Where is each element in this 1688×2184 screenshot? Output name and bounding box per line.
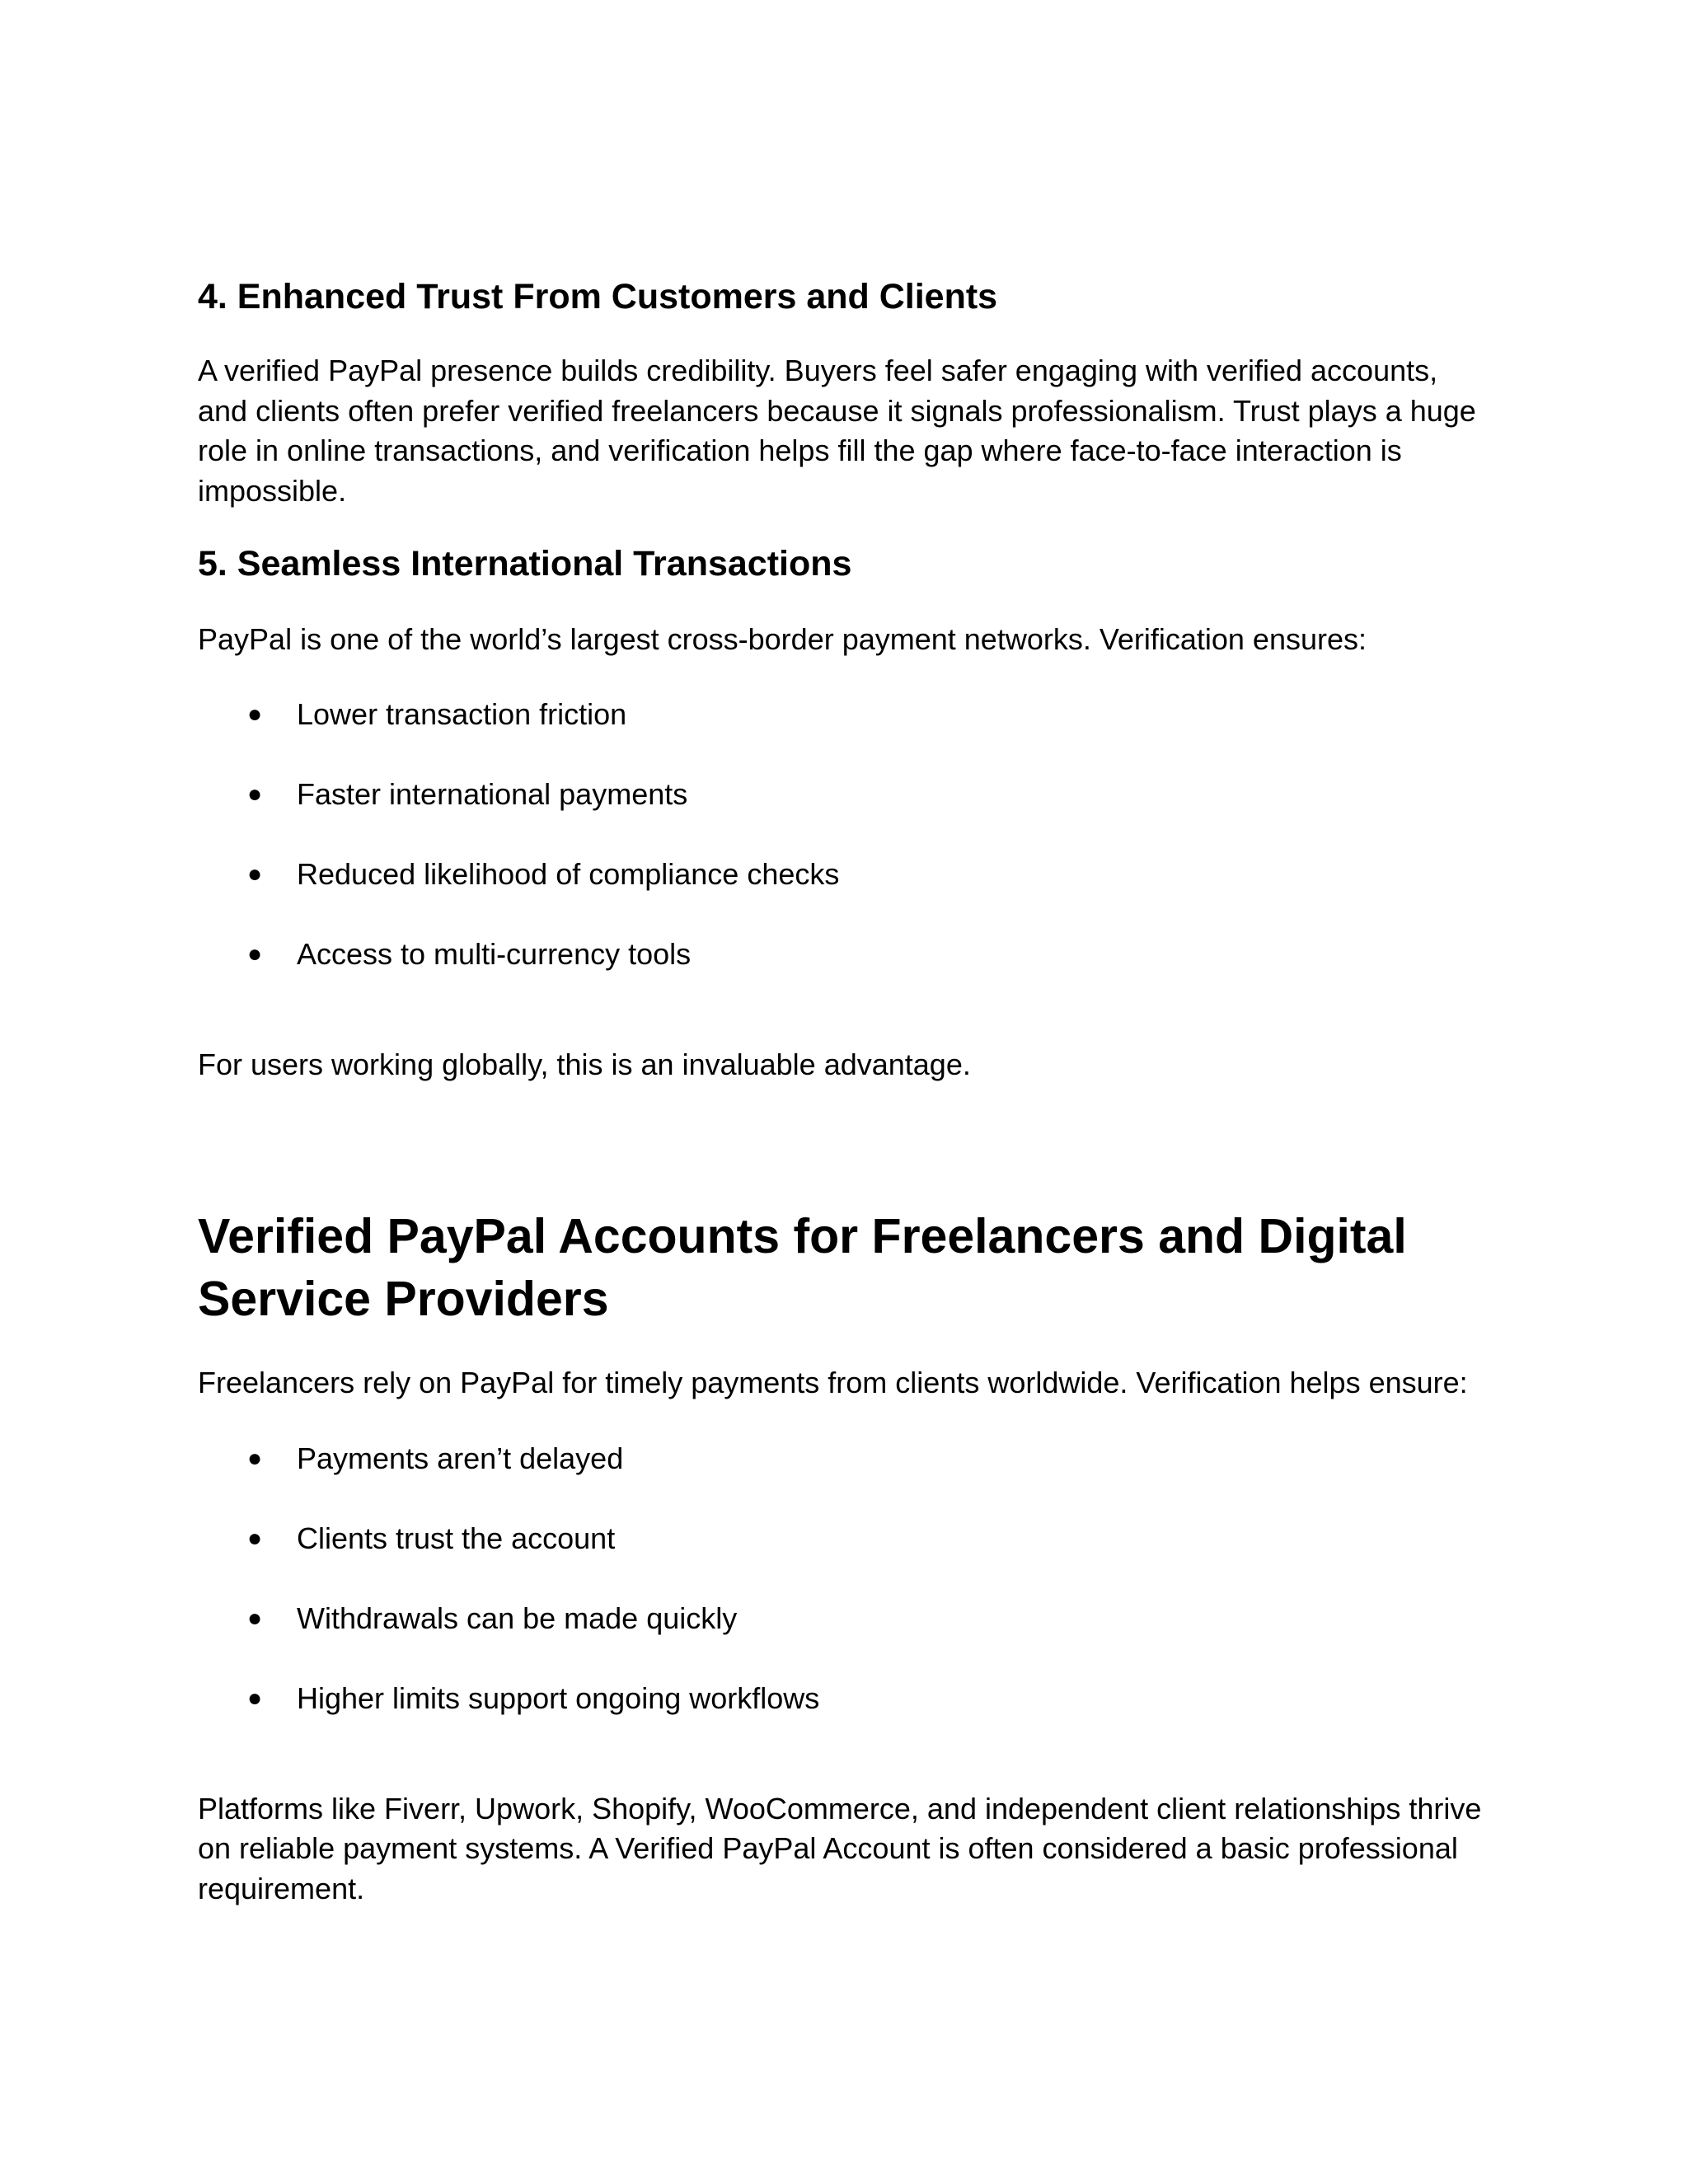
list-item xyxy=(198,855,1484,894)
list-item xyxy=(198,695,1484,734)
list-item xyxy=(198,1519,1484,1558)
bullet-icon: ● xyxy=(247,1524,263,1552)
bullet-icon: ● xyxy=(247,780,263,808)
freelancers-heading: Verified PayPal Accounts for Freelancers and Digital Service Providers xyxy=(198,1209,1407,1326)
list-item-text: Clients trust the account xyxy=(297,1521,616,1555)
freelancers-intro: Freelancers rely on PayPal for timely payments from clients worldwide. Verification helps ensure: xyxy=(198,1366,1468,1399)
international-heading: 5. Seamless International Transactions xyxy=(198,544,852,583)
list-item-text: Withdrawals can be made quickly xyxy=(297,1601,738,1635)
list-item-text: Faster international payments xyxy=(297,776,688,811)
trust-paragraph: A verified PayPal presence builds credibility. Buyers feel safer engaging with verified accounts, and clients often prefer verified freelancers because it signals professionalism. Trust plays a huge role in online transactions, and verification helps fill the gap where face-to-face interaction is impossible. xyxy=(198,354,1476,508)
list-item xyxy=(198,775,1484,814)
bullet-icon: ● xyxy=(247,1604,263,1632)
bullet-icon: ● xyxy=(247,860,263,888)
document-content xyxy=(198,264,1484,1909)
list-item-text: Higher limits support ongoing workflows xyxy=(297,1680,820,1715)
international-intro: PayPal is one of the world’s largest cross-border payment networks. Verification ensures: xyxy=(198,622,1367,656)
bullet-icon: ● xyxy=(247,1684,263,1712)
international-bullet-list xyxy=(198,695,1484,974)
bullet-icon: ● xyxy=(247,700,263,728)
freelancers-closing: Platforms like Fiverr, Upwork, Shopify, WooCommerce, and independent client relationships thrive on reliable payment systems. A Verified PayPal Account is often considered a basic professional requirement. xyxy=(198,1791,1482,1905)
list-item-text: Reduced likelihood of compliance checks xyxy=(297,856,840,891)
list-item xyxy=(198,1599,1484,1638)
list-item-text: Lower transaction friction xyxy=(297,696,627,731)
list-item xyxy=(198,1679,1484,1718)
trust-heading: 4. Enhanced Trust From Customers and Clients xyxy=(198,277,998,316)
list-item-text: Access to multi-currency tools xyxy=(297,936,692,971)
international-closing: For users working globally, this is an invaluable advantage. xyxy=(198,1047,971,1081)
freelancers-bullet-list xyxy=(198,1439,1484,1718)
bullet-icon: ● xyxy=(247,1444,263,1472)
list-item xyxy=(198,935,1484,974)
list-item-text: Payments aren’t delayed xyxy=(297,1441,624,1475)
bullet-icon: ● xyxy=(247,940,263,968)
list-item xyxy=(198,1439,1484,1479)
